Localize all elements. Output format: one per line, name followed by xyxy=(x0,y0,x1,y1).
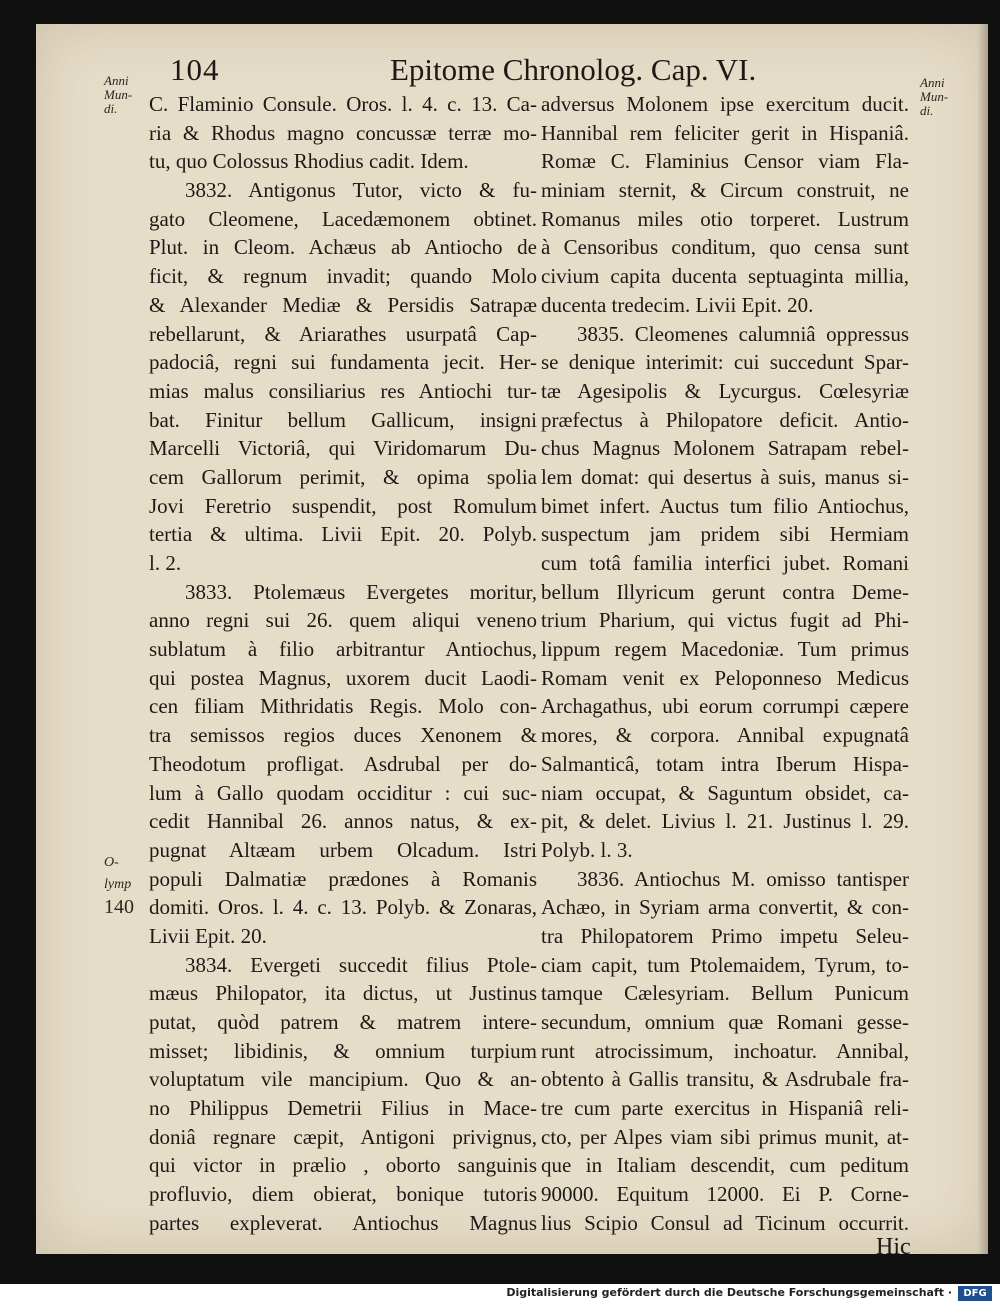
text-line: suspectum jam pridem sibi Hermiam xyxy=(541,522,909,547)
margin-note-anni-mundi-right xyxy=(920,76,962,118)
text-line: lippum regem Macedoniæ. Tum primus xyxy=(541,637,909,662)
text-line: se denique interimit: cui succedunt Spar- xyxy=(541,350,909,375)
page-number: 104 xyxy=(170,52,220,87)
text-line: pit, & delet. Livius l. 21. Justinus l. 29. xyxy=(541,809,909,834)
text-line: domiti. Oros. l. 4. c. 13. Polyb. & Zonaras, xyxy=(149,895,537,920)
text-line: miniam sternit, & Circum construit, ne xyxy=(541,178,909,203)
text-line: gato Cleomene, Lacedæmonem obtinet. xyxy=(149,206,537,231)
text-line: chus Magnus Molonem Satrapam rebel- xyxy=(541,436,909,461)
text-line: Romam venit ex Peloponneso Medicus xyxy=(541,665,909,690)
text-line: lum à Gallo quodam occiditur : cui suc- xyxy=(149,780,537,805)
running-title: Epitome Chronolog. Cap. VI. xyxy=(390,52,757,87)
text-line: 3833. Ptolemæus Evergetes moritur, xyxy=(185,579,537,604)
text-line: pugnat Altæam urbem Olcadum. Istri xyxy=(149,837,537,862)
text-line: populi Dalmatiæ prædones à Romanis xyxy=(149,866,537,891)
page-edge xyxy=(978,24,988,1254)
text-line: bimet infert. Auctus tum filio Antiochus, xyxy=(541,493,909,518)
text-line: C. Flaminio Consule. Oros. l. 4. c. 13. Ca- xyxy=(149,92,537,116)
text-line: Theodotum profligat. Asdrubal per do- xyxy=(149,751,537,776)
text-line: bat. Finitur bellum Gallicum, insigni xyxy=(149,407,537,432)
margin-note-line: Anni xyxy=(104,73,129,88)
text-line: Romæ C. Flaminius Censor viam Fla- xyxy=(541,149,909,174)
text-line: que in Italiam descendit, cum peditum xyxy=(541,1153,909,1178)
text-line: partes expleverat. Antiochus Magnus xyxy=(149,1210,537,1235)
text-line: ria & Rhodus magno concussæ terræ mo- xyxy=(149,120,537,145)
text-line: voluptatum vile mancipium. Quo & an- xyxy=(149,1067,537,1092)
text-line: Plut. in Cleom. Achæus ab Antiocho de xyxy=(149,235,537,260)
text-line: obtento à Gallis transitu, & Asdrubale fra- xyxy=(541,1067,909,1092)
text-line: 3835. Cleomenes calumniâ oppressus xyxy=(577,321,909,346)
text-line: Archagathus, ubi eorum corrumpi cæpere xyxy=(541,694,909,719)
text-line: tæ Agesipolis & Lycurgus. Cœlesyriæ xyxy=(541,378,909,403)
margin-note-line: Mun- xyxy=(920,89,949,104)
text-line: lem domat: qui desertus à suis, manus si- xyxy=(541,464,909,489)
text-line: secundum, omnium quæ Romani gesse- xyxy=(541,1010,909,1034)
text-line: civium capita ducenta septuaginta millia, xyxy=(541,264,909,289)
text-line: ducenta tredecim. Livii Epit. 20. xyxy=(541,292,814,317)
text-line: tamque Cælesyriam. Bellum Punicum xyxy=(541,981,909,1006)
text-line: bellum Illyricum gerunt contra Deme- xyxy=(541,579,909,604)
text-line: tertia & ultima. Livii Epit. 20. Polyb. xyxy=(149,522,537,547)
text-line: à Censoribus conditum, quo censa sunt xyxy=(541,235,909,260)
text-line: præfectus à Philopatore deficit. Antio- xyxy=(541,407,909,432)
text-line: 90000. Equitum 12000. Ei P. Corne- xyxy=(541,1182,909,1207)
text-line: 3836. Antiochus M. omisso tantisper xyxy=(577,866,909,891)
text-line: anno regni sui 26. quem aliqui veneno xyxy=(149,608,537,633)
text-line: Salmanticâ, totam intra Iberum Hispa- xyxy=(541,751,909,776)
text-line: sublatum à filio arbitrantur Antiochus, xyxy=(149,637,537,662)
text-line: cto, per Alpes viam sibi primus munit, at- xyxy=(541,1124,909,1149)
text-line: cedit Hannibal 26. annos natus, & ex- xyxy=(149,809,537,834)
text-line: no Philippus Demetrii Filius in Mace- xyxy=(149,1096,537,1121)
dfg-logo: DFG xyxy=(958,1286,992,1301)
text-line: mæus Philopator, ita dictus, ut Justinus xyxy=(149,981,537,1006)
text-line: Marcelli Victoriâ, qui Viridomarum Du- xyxy=(149,436,537,461)
book-page xyxy=(36,24,988,1260)
text-line: tra semissos regios duces Xenonem & xyxy=(149,723,537,748)
text-line: padociâ, regni sui fundamenta jecit. Her- xyxy=(149,350,537,375)
text-line: qui victor in prælio , oborto sanguinis xyxy=(149,1153,537,1178)
running-head xyxy=(170,46,870,96)
margin-note-olympiad xyxy=(104,852,154,918)
text-line: tu, quo Colossus Rhodius cadit. Idem. xyxy=(149,149,469,174)
text-line: tre cum parte exercitus in Hispaniâ reli- xyxy=(541,1096,909,1121)
text-line: Polyb. l. 3. xyxy=(541,837,633,862)
text-line: profluvio, diem obierat, bonique tutoris xyxy=(149,1182,537,1207)
text-line: Jovi Feretrio suspendit, post Romulum xyxy=(149,493,537,518)
margin-note-anni-mundi-left xyxy=(104,74,148,116)
margin-note-line: O- xyxy=(104,855,119,870)
margin-note-line: 140 xyxy=(104,896,134,918)
text-line: cum totâ familia interfici jubet. Romani xyxy=(541,551,909,575)
text-line: Livii Epit. 20. xyxy=(149,923,267,948)
text-line: trium Pharium, qui victus fugit ad Phi- xyxy=(541,608,909,633)
text-line: mores, & corpora. Annibal expugnatâ xyxy=(541,723,909,748)
text-line: qui postea Magnus, uxorem ducit Laodi- xyxy=(149,665,537,690)
text-line: 3834. Evergeti succedit filius Ptole- xyxy=(185,952,537,977)
text-line: adversus Molonem ipse exercitum ducit. xyxy=(541,92,909,116)
text-line: & Alexander Mediæ & Persidis Satrapæ xyxy=(149,292,537,317)
text-line: Hannibal rem feliciter gerit in Hispaniâ. xyxy=(541,120,909,145)
left-column xyxy=(149,90,537,1238)
catchword: Hic xyxy=(876,1234,911,1260)
text-line: runt atrocissimum, inchoatur. Annibal, xyxy=(541,1038,909,1063)
margin-note-line: Anni xyxy=(920,75,945,90)
text-line: Romanus miles otio torperet. Lustrum xyxy=(541,206,909,231)
text-line: tra Philopatorem Primo impetu Seleu- xyxy=(541,923,909,948)
margin-note-line: di. xyxy=(104,101,118,116)
text-line: misset; libidinis, & omnium turpium xyxy=(149,1038,537,1063)
right-column xyxy=(541,90,909,1238)
text-line: 3832. Antigonus Tutor, victo & fu- xyxy=(185,178,537,203)
text-line: Achæo, in Syriam arma convertit, & con- xyxy=(541,895,909,920)
text-line: putat, quòd patrem & matrem intere- xyxy=(149,1010,537,1034)
margin-note-line: Mun- xyxy=(104,87,133,102)
text-line: ficit, & regnum invadit; quando Molo xyxy=(149,264,537,289)
digitization-footer xyxy=(0,1284,1000,1304)
text-line: cem Gallorum perimit, & opima spolia xyxy=(149,464,537,489)
margin-note-line: di. xyxy=(920,103,934,118)
text-line: rebellarunt, & Ariarathes usurpatâ Cap- xyxy=(149,321,537,346)
margin-note-line: lymp xyxy=(104,877,132,892)
text-line: ciam capit, tum Ptolemaidem, Tyrum, to- xyxy=(541,952,909,977)
text-line: doniâ regnare cæpit, Antigoni privignus, xyxy=(149,1124,537,1149)
footer-credit: Digitalisierung gefördert durch die Deutsche Forschungsgemeinschaft · xyxy=(506,1286,952,1299)
text-line: l. 2. xyxy=(149,551,182,575)
text-line: cen filiam Mithridatis Regis. Molo con- xyxy=(149,694,537,719)
text-line: mias malus consiliarius res Antiochi tur- xyxy=(149,378,537,403)
text-line: niam occupat, & Saguntum obsidet, ca- xyxy=(541,780,909,805)
text-line: lius Scipio Consul ad Ticinum occurrit. xyxy=(541,1210,909,1235)
